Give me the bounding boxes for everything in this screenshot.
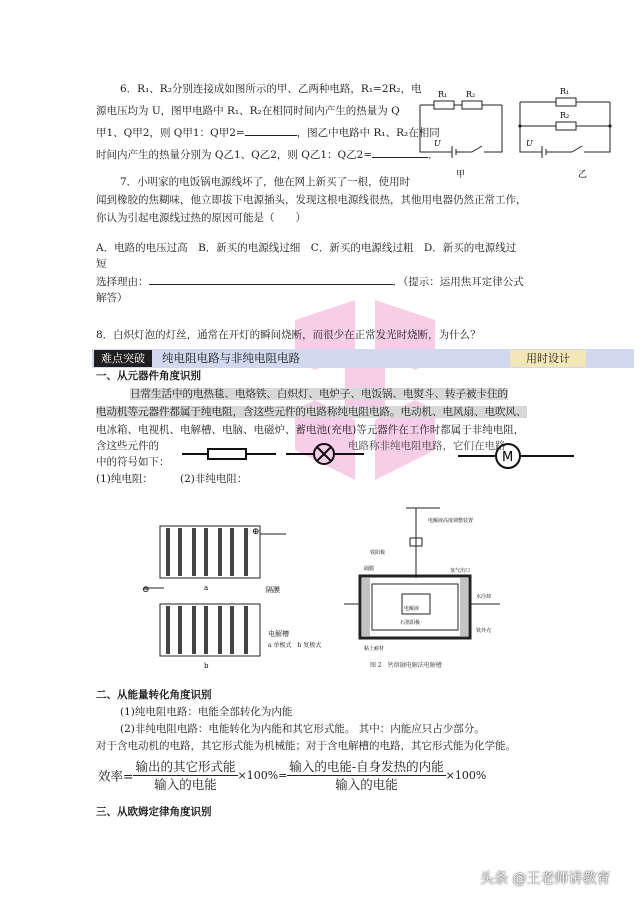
fraction-1 — [133, 758, 237, 793]
label-electrolyte: 电解液 — [404, 606, 420, 612]
efficiency-formula — [98, 758, 486, 793]
q6-line3-start: 甲1、Q甲2，则 Q甲1：Q甲2= — [96, 127, 245, 139]
label-a: a — [204, 584, 209, 592]
q7-reason-hint: ．（提示：运用焦耳定律公式 — [392, 276, 524, 288]
q7-reason-blank[interactable] — [149, 272, 393, 285]
fig-left-cap2: a 单极式 b 复极式 — [268, 642, 322, 649]
sec1-p6b: (2)非纯电阻： — [180, 473, 248, 485]
lamp-symbol — [284, 440, 366, 470]
resistor-r2-jia — [462, 101, 482, 109]
q6-line2: 源电压均为 U，图甲电路中 R₁、R₂在相同时间内产生的热量为 Q — [96, 105, 400, 117]
resistor-symbol — [180, 440, 280, 470]
q8-text: 8．白炽灯泡的灯丝，通常在开灯的瞬间烧断，而很少在正常发光时烧断，为什么？ — [96, 329, 481, 341]
sec1-p1-text: 日常生活中的电热毯、电烙铁、白炽灯、电炉子、电饭锅、电熨斗、转子被卡住的 — [130, 388, 508, 400]
resistor-r1-jia — [434, 101, 454, 109]
label-graphite-anode: 石墨阳极 — [400, 620, 421, 626]
calcium-cell-figure — [330, 498, 514, 658]
label-height-adjust: 电解液高度调整装置 — [428, 518, 474, 524]
circuit-jia — [412, 80, 512, 180]
mul-2: ×100% — [445, 769, 487, 782]
sec2-p1: (1)纯电阻电路：电能全部转化为内能 — [120, 706, 293, 718]
sec1-p2 — [96, 402, 527, 422]
label-water-cooling: 水冷却 — [476, 594, 492, 600]
label-u-jia: U — [434, 139, 441, 148]
band-title: 纯电阻电路与非纯电阻电路 — [162, 351, 300, 365]
label-r1-yi: R₁ — [560, 87, 570, 96]
fraction-2-num: 输入的电能-自身发热的内能 — [289, 759, 444, 774]
eff-label: 效率= — [98, 768, 134, 784]
minus-sign: ⊖ — [142, 585, 150, 595]
sec3-title: 三、从欧姆定律角度识别 — [96, 806, 212, 818]
label-b: b — [204, 662, 209, 670]
label-membrane: 隔膜 — [266, 586, 280, 594]
resistor-r2-yi — [556, 122, 576, 130]
sec2-p3: 对于含电动机的电路，其它形式能为机械能；对于含电解槽的电路，其它形式能为化学能。 — [96, 740, 516, 752]
fraction-1-den: 输入的电能 — [154, 777, 217, 792]
watermark-text: 头条 @王老师讲教育 — [480, 871, 611, 887]
fraction-2 — [287, 758, 445, 793]
plus-sign-top: ⊕ — [252, 527, 260, 537]
sec2-p2: (2)非纯电阻电路：电能转化为内能和其它形式能。 其中：内能应只占少部分。 — [120, 723, 485, 735]
q6-blank-jia[interactable] — [245, 123, 297, 136]
q7-options-cont: 短 — [96, 258, 107, 270]
motor-symbol — [456, 440, 576, 474]
q7-options: A．电路的电压过高 B．新买的电源线过细 C．新买的电源线过粗 D．新买的电源线过 — [96, 242, 517, 254]
sec1-p2-text: 电动机等元器件都属于纯电阻，含这些元件的电路称纯电阻电路。电动机、电风扇、电吹风、 — [96, 406, 527, 418]
band-label: 难点突破 — [94, 350, 152, 367]
fraction-2-den: 输入的电能 — [335, 777, 398, 792]
q7-reason-label: 选择理由： — [96, 276, 149, 288]
q6-line3 — [96, 123, 440, 143]
label-gas-outlet: 氢气出口 — [450, 568, 471, 574]
sec1-p5: 中的符号如下： — [96, 456, 170, 468]
label-r2-yi: R₂ — [560, 111, 570, 120]
resistor-r1-yi — [556, 98, 576, 106]
label-u-yi: U — [526, 139, 533, 148]
caption-yi: 乙 — [578, 170, 588, 180]
sec1-title: 一、从元器件角度识别 — [96, 370, 201, 382]
sec1-p1 — [130, 384, 508, 404]
q7-line2: 闻到橡胶的焦糊味，他立即拔下电源插头，发现这根电源线很热，其他用电器仍然正常工作， — [96, 194, 527, 206]
sec1-p4a: 含这些元件的 — [96, 440, 159, 452]
label-diaphragm: 隔膜 — [364, 566, 375, 572]
q7-reason — [96, 272, 524, 292]
sec1-p6a: (1)纯电阻： — [96, 473, 153, 485]
label-clay: 粘土耐材 — [364, 646, 385, 652]
q7-line3: 你认为引起电源线过热的原因可能是（ ） — [96, 212, 306, 224]
q6-line4-start: 时间内产生的热量分别为 Q乙1、Q乙2，则 Q乙1：Q乙2= — [96, 149, 373, 161]
q6-line3-end: ，图乙中电路中 R₁、R₂在相同 — [296, 127, 440, 139]
label-r1-jia: R₁ — [438, 90, 448, 99]
fraction-1-num: 输出的其它形式能 — [135, 759, 236, 774]
q6-line1: 6．R₁、R₂分别连接成如图所示的甲、乙两种电路，R₁=2R₂，电 — [120, 83, 422, 95]
label-iron-anode: 铁阳极 — [370, 550, 386, 556]
band-right-label: 用时设计 — [510, 350, 586, 367]
caption-jia: 甲 — [456, 170, 466, 180]
label-iron-shell: 铁外壳 — [476, 628, 492, 634]
circuit-yi — [512, 80, 622, 180]
q7-reason-cont: 解答） — [96, 292, 128, 304]
sec2-title: 二、从能量转化角度识别 — [96, 689, 212, 701]
sec1-p3: 电冰箱、电视机、电解槽、电脑、电磁炉、蓄电池(充电)等元器件在工作时都属于非纯电阻， — [96, 424, 525, 436]
fig-right-caption: 图 2 钙熔融电解法电解槽 — [370, 662, 442, 669]
mul-1: ×100%= — [237, 769, 288, 782]
q7-line1: 7．小明家的电饭锅电源线坏了，他在网上新买了一根，使用时 — [120, 176, 411, 188]
label-r2-jia: R₂ — [466, 90, 476, 99]
fig-left-cap1: 电解槽 — [268, 630, 289, 638]
motor-label: M — [502, 450, 514, 465]
sec1-p4b: 电路称非纯电阻电路，它们在电路 — [348, 440, 506, 452]
q6-line4-end: ． — [428, 149, 439, 161]
q6-line4 — [96, 145, 439, 165]
